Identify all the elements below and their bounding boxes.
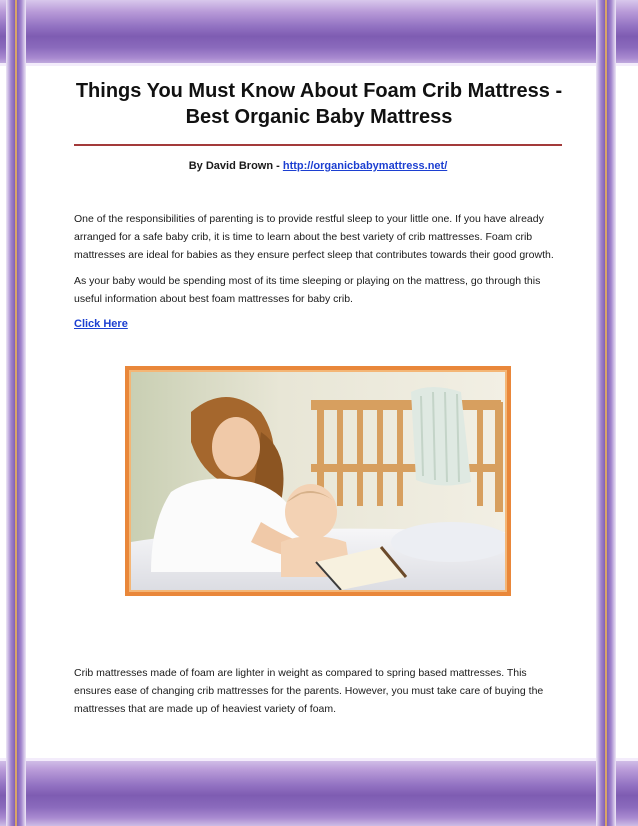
byline — [74, 158, 562, 174]
paragraph-1: One of the responsibilities of parenting is to provide restful sleep to your little one. If you have already arranged for a safe baby crib, it is time to learn about the best variety of crib mattresses. Foam crib mattresses are ideal for babies as they ensure perfect sleep that contributes towards their good growth. — [74, 213, 554, 261]
paragraph-3: Crib mattresses made of foam are lighter in weight as compared to spring based mattresses. This ensures ease of changing crib mattresses for the parents. However, you must take care of buying the mattresses that are made up of heaviest variety of foam. — [74, 667, 544, 715]
click-here-link[interactable]: Click Here — [74, 318, 128, 330]
top-banner — [0, 0, 638, 66]
page-title: Things You Must Know About Foam Crib Mattress - Best Organic Baby Mattress — [75, 80, 563, 128]
paragraph-2: As your baby would be spending most of its time sleeping or playing on the mattress, go through this useful information about best foam mattresses for baby crib. — [74, 275, 541, 305]
bottom-banner — [0, 758, 638, 826]
byline-author: By David Brown - — [188, 160, 283, 172]
mother-and-baby-photo — [131, 372, 505, 590]
byline-link[interactable]: http://organicbabymattress.net/ — [282, 160, 448, 172]
left-decorative-post — [6, 0, 26, 826]
photo-frame — [125, 366, 511, 596]
title-divider — [74, 144, 562, 146]
right-decorative-post — [596, 0, 616, 826]
